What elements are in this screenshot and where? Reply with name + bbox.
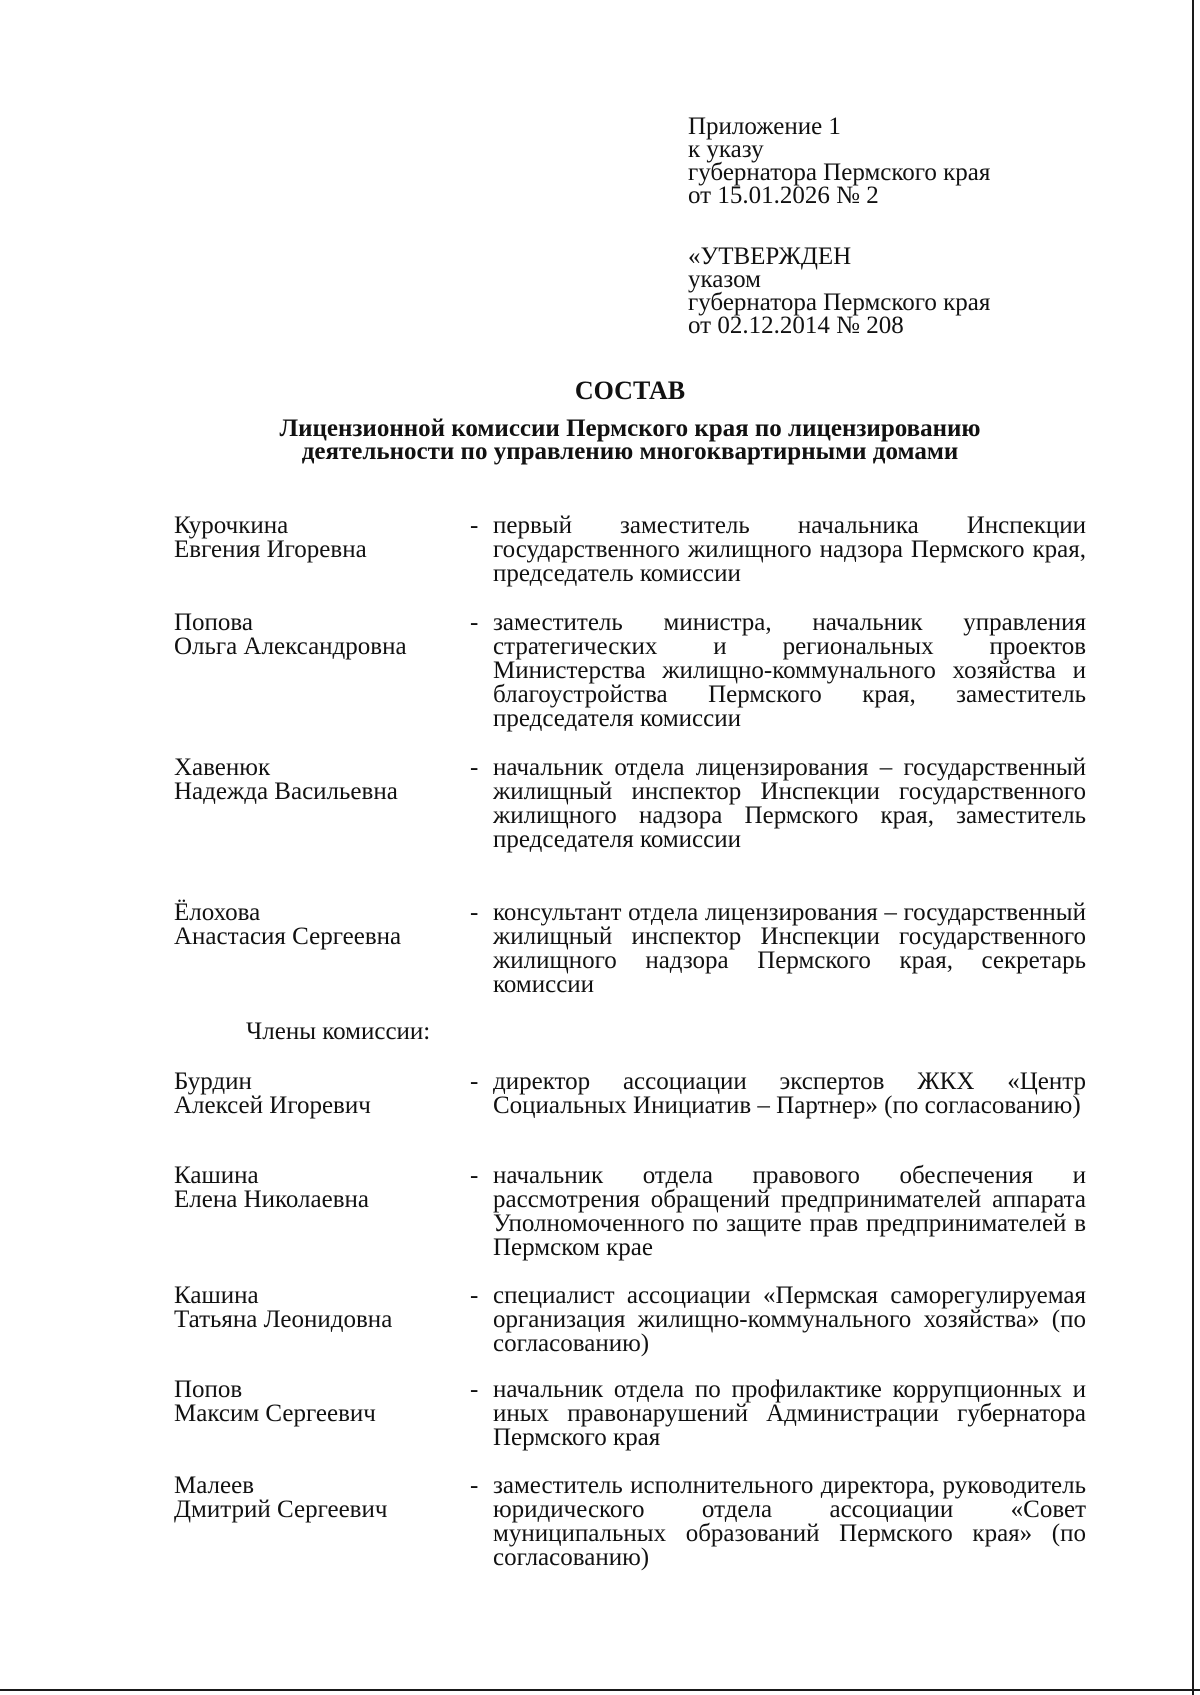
member-surname: Кашина <box>174 1282 259 1309</box>
member-name <box>174 1284 464 1332</box>
appendix-line: губернатора Пермского края <box>688 159 991 186</box>
member-name <box>174 1164 464 1212</box>
member-name <box>174 1474 464 1522</box>
approval-header <box>688 245 990 337</box>
member-given-name: Надежда Васильевна <box>174 778 398 805</box>
member-role: директор ассоциации экспертов ЖКХ «Центр Социальных Инициатив – Партнер» (по согласованию) <box>493 1068 1086 1119</box>
member-surname: Хавенюк <box>174 754 271 781</box>
member-role: начальник отдела правового обеспечения и рассмотрения обращений предпринимателей аппарата Уполномоченного по защите прав предпринимателей в Пермском крае <box>493 1162 1086 1261</box>
document-title: СОСТАВ <box>574 376 686 405</box>
member-given-name: Елена Николаевна <box>174 1186 369 1213</box>
appendix-line: от 15.01.2026 № 2 <box>688 182 879 209</box>
dash-separator: - <box>470 754 479 781</box>
dash-separator: - <box>470 512 479 539</box>
member-given-name: Ольга Александровна <box>174 633 407 660</box>
member-surname: Бурдин <box>174 1068 252 1095</box>
approval-line: указом <box>688 266 761 293</box>
approval-line: от 02.12.2014 № 208 <box>688 312 904 339</box>
member-given-name: Евгения Игоревна <box>174 536 367 563</box>
members-section-label: Члены комиссии: <box>246 1018 431 1045</box>
member-surname: Попова <box>174 609 254 636</box>
member-surname: Кашина <box>174 1162 259 1189</box>
scan-border-bottom <box>0 1689 1200 1691</box>
subtitle-line: Лицензионной комиссии Пермского края по лицензированию <box>279 415 981 442</box>
member-role: специалист ассоциации «Пермская саморегулируемая организация жилищно-коммунального хозяйства» (по согласованию) <box>493 1282 1086 1357</box>
member-given-name: Дмитрий Сергеевич <box>174 1496 388 1523</box>
member-role: заместитель исполнительного директора, руководитель юридического отдела ассоциации «Совет муниципальных образований Пермского края» (по согласованию) <box>493 1472 1086 1571</box>
approval-line: «УТВЕРЖДЕН <box>688 243 852 270</box>
member-role: заместитель министра, начальник управления стратегических и региональных проектов Министерства жилищно-коммунального хозяйства и благоустройства Пермского края, заместитель председателя комиссии <box>493 609 1086 732</box>
appendix-header <box>688 115 990 207</box>
document-subtitle <box>230 417 1030 463</box>
dash-separator: - <box>470 1472 479 1499</box>
member-name <box>174 1378 464 1426</box>
member-surname: Попов <box>174 1376 243 1403</box>
dash-separator: - <box>470 609 479 636</box>
appendix-line: к указу <box>688 136 764 163</box>
appendix-line: Приложение 1 <box>688 113 841 140</box>
member-role: консультант отдела лицензирования – государственный жилищный инспектор Инспекции государственного жилищного надзора Пермского края, секретарь комиссии <box>493 899 1086 998</box>
subtitle-line: деятельности по управлению многоквартирными домами <box>301 438 959 465</box>
member-role: начальник отдела по профилактике коррупционных и иных правонарушений Администрации губернатора Пермского края <box>493 1376 1086 1451</box>
member-role: начальник отдела лицензирования – государственный жилищный инспектор Инспекции государственного жилищного надзора Пермского края, заместитель председателя комиссии <box>493 754 1086 853</box>
member-given-name: Татьяна Леонидовна <box>174 1306 393 1333</box>
member-surname: Курочкина <box>174 512 289 539</box>
dash-separator: - <box>470 899 479 926</box>
dash-separator: - <box>470 1376 479 1403</box>
member-given-name: Алексей Игоревич <box>174 1092 371 1119</box>
member-given-name: Анастасия Сергеевна <box>174 923 402 950</box>
member-role: первый заместитель начальника Инспекции государственного жилищного надзора Пермского края, председатель комиссии <box>493 512 1086 587</box>
dash-separator: - <box>470 1162 479 1189</box>
dash-separator: - <box>470 1282 479 1309</box>
member-name <box>174 901 464 949</box>
member-name <box>174 514 464 562</box>
scan-border-right <box>1192 0 1194 1695</box>
member-name <box>174 611 464 659</box>
member-surname: Малеев <box>174 1472 255 1499</box>
member-given-name: Максим Сергеевич <box>174 1400 376 1427</box>
member-surname: Ёлохова <box>174 899 261 926</box>
member-name <box>174 1070 464 1118</box>
member-name <box>174 756 464 804</box>
approval-line: губернатора Пермского края <box>688 289 991 316</box>
dash-separator: - <box>470 1068 479 1095</box>
